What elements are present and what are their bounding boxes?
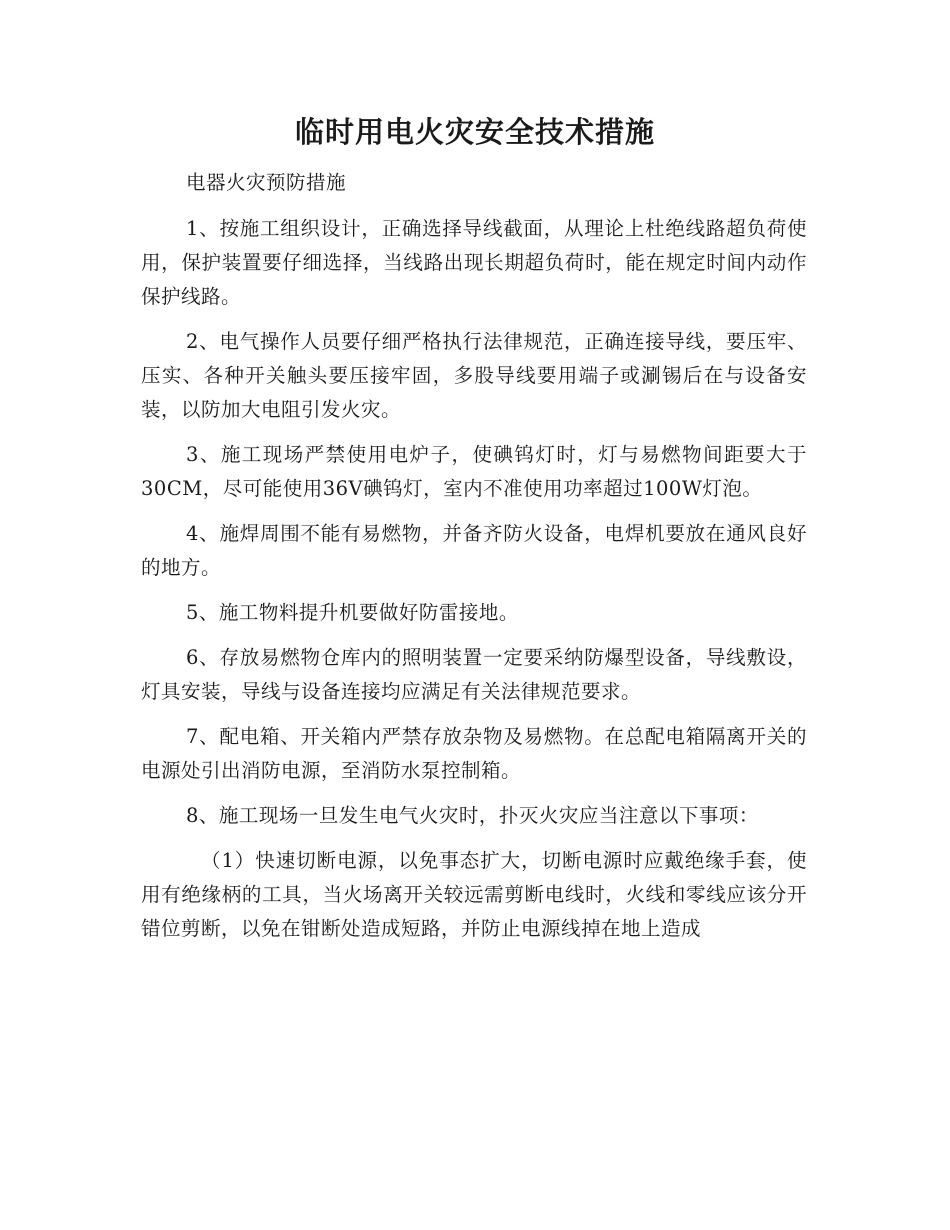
paragraph-5: 5、施工物料提升机要做好防雷接地。 <box>186 601 519 624</box>
paragraph-8: 8、施工现场一旦发生电气火灾时，扑灭火灾应当注意以下事项： <box>186 804 759 827</box>
paragraph-1: 1、按施工组织设计，正确选择导线截面，从理论上杜绝线路超负荷使用，保护装置要仔细选择，当线路出现长期超负荷时，能在规定时间内动作保护线路。 <box>141 217 807 308</box>
paragraph-6: 6、存放易燃物仓库内的照明装置一定要采纳防爆型设备，导线敷设，灯具安装，导线与设备连接均应满足有关法律规范要求。 <box>141 646 807 703</box>
document-title: 临时用电火灾安全技术措施 <box>294 115 655 149</box>
paragraph-7: 7、配电箱、开关箱内严禁存放杂物及易燃物。在总配电箱隔离开关的电源处引出消防电源，至消防水泵控制箱。 <box>141 725 807 782</box>
paragraph-2: 2、电气操作人员要仔细严格执行法律规范，正确连接导线，要压牢、压实、各种开关触头要压接牢固，多股导线要用端子或涮锡后在与设备安装，以防加大电阻引发火灾。 <box>141 330 807 421</box>
document-body <box>141 166 807 957</box>
paragraph-8-item-1: （1）快速切断电源，以免事态扩大，切断电源时应戴绝缘手套，使用有绝缘柄的工具，当火场离开关较远需剪断电线时，火线和零线应该分开错位剪断，以免在钳断处造成短路，并防止电源线掉在地上造成 <box>141 849 807 940</box>
paragraph-4: 4、施焊周围不能有易燃物，并备齐防火设备，电焊机要放在通风良好的地方。 <box>141 522 807 579</box>
section-heading: 电器火灾预防措施 <box>186 171 347 194</box>
paragraph-3: 3、施工现场严禁使用电炉子，使碘钨灯时，灯与易燃物间距要大于30CM，尽可能使用36V碘钨灯，室内不准使用功率超过100W灯泡。 <box>141 443 807 500</box>
